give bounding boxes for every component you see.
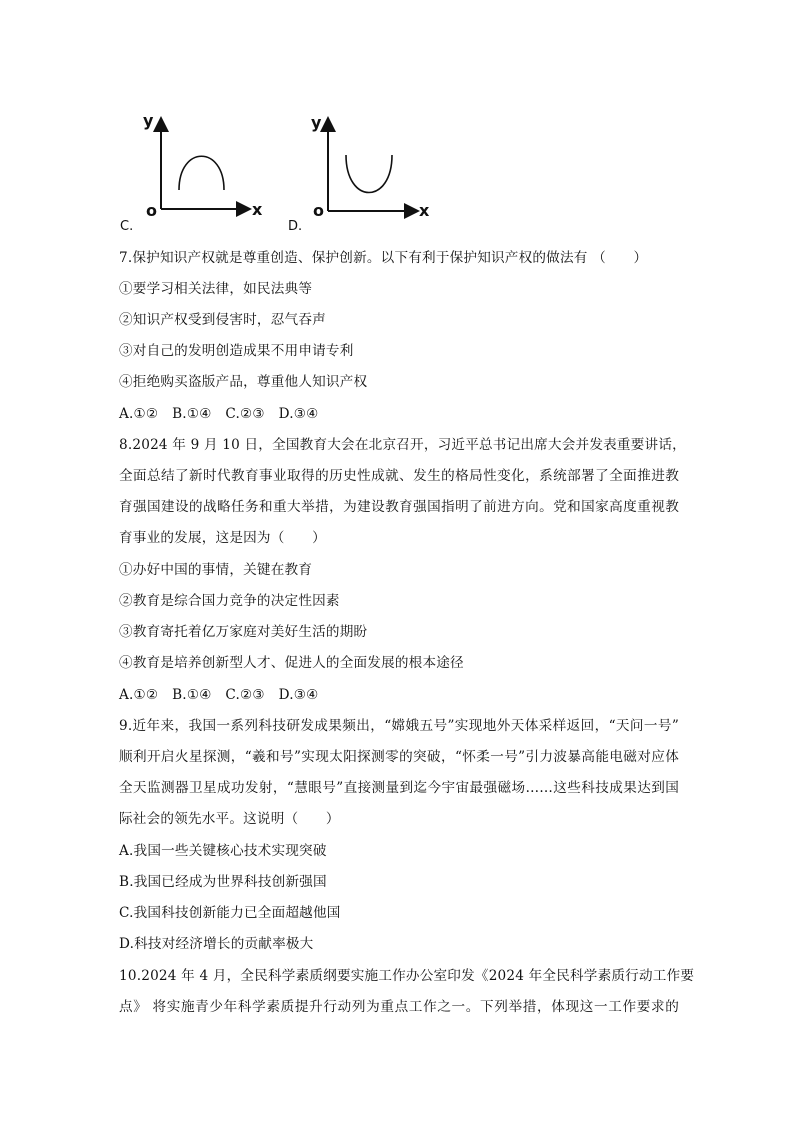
q9-option-a: A.我国一些关键核心技术实现突破	[119, 843, 327, 859]
q8-stem-line-3: 育强国建设的战略任务和重大举措，为建设教育强国指明了前进方向。党和国家高度重视教	[119, 499, 679, 515]
graph-option-c	[140, 110, 265, 220]
y-axis-label: y	[311, 113, 322, 132]
q7-stem: 7.保护知识产权就是尊重创造、保护创新。以下有利于保护知识产权的做法有 （ ）	[119, 250, 648, 266]
graph-option-d	[310, 110, 435, 220]
y-axis-label: y	[143, 111, 154, 130]
x-axis-label: x	[419, 201, 430, 220]
q8-item-4: ④教育是培养创新型人才、促进人的全面发展的根本途径	[119, 655, 464, 671]
q9-stem-line-4: 际社会的领先水平。这说明（ ）	[119, 811, 340, 827]
q7-item-4: ④拒绝购买盗版产品，尊重他人知识产权	[119, 374, 368, 390]
q7-options: A.①② B.①④ C.②③ D.③④	[119, 406, 319, 422]
option-d-label: D.	[288, 219, 303, 234]
q10-stem-line-1: 10.2024 年 4 月，全民科学素质纲要实施工作办公室印发《2024 年全民科学素质行动工作要	[119, 968, 695, 984]
q8-options: A.①② B.①④ C.②③ D.③④	[119, 687, 319, 703]
q9-option-b: B.我国已经成为世界科技创新强国	[119, 874, 327, 890]
q9-stem-line-2: 顺利开启火星探测，“羲和号”实现太阳探测零的突破，“怀柔一号”引力波暴高能电磁对应体	[119, 749, 679, 765]
q7-item-1: ①要学习相关法律，如民法典等	[119, 281, 313, 297]
valley-curve	[346, 155, 392, 193]
q7-item-3: ③对自己的发明创造成果不用申请专利	[119, 343, 354, 359]
option-c-label: C.	[120, 219, 134, 234]
q9-option-d: D.科技对经济增长的贡献率极大	[119, 936, 314, 952]
arch-curve	[179, 156, 224, 190]
q8-stem-line-2: 全面总结了新时代教育事业取得的历史性成就、发生的格局性变化，系统部署了全面推进教	[119, 468, 679, 484]
q8-item-1: ①办好中国的事情，关键在教育	[119, 562, 313, 578]
q10-stem-line-2: 点》 将实施青少年科学素质提升行动列为重点工作之一。下列举措，体现这一工作要求的	[119, 999, 679, 1015]
origin-label: o	[146, 201, 157, 220]
origin-label: o	[313, 201, 324, 220]
q8-stem-line-4: 育事业的发展，这是因为（ ）	[119, 530, 326, 546]
q7-item-2: ②知识产权受到侵害时，忍气吞声	[119, 312, 326, 328]
graph-c-svg	[140, 110, 265, 220]
q9-stem-line-1: 9.近年来，我国一系列科技研发成果频出，“嫦娥五号”实现地外天体采样返回，“天问一号”	[119, 718, 679, 734]
graph-d-svg	[310, 110, 435, 220]
q8-stem-line-1: 8.2024 年 9 月 10 日，全国教育大会在北京召开，习近平总书记出席大会并发表重要讲话，	[119, 437, 686, 453]
q9-option-c: C.我国科技创新能力已全面超越他国	[119, 905, 341, 921]
q8-item-3: ③教育寄托着亿万家庭对美好生活的期盼	[119, 624, 368, 640]
q9-stem-line-3: 全天监测器卫星成功发射，“慧眼号”直接测量到迄今宇宙最强磁场……这些科技成果达到国	[119, 780, 679, 796]
q8-item-2: ②教育是综合国力竞争的决定性因素	[119, 593, 340, 609]
x-axis-label: x	[252, 200, 263, 219]
